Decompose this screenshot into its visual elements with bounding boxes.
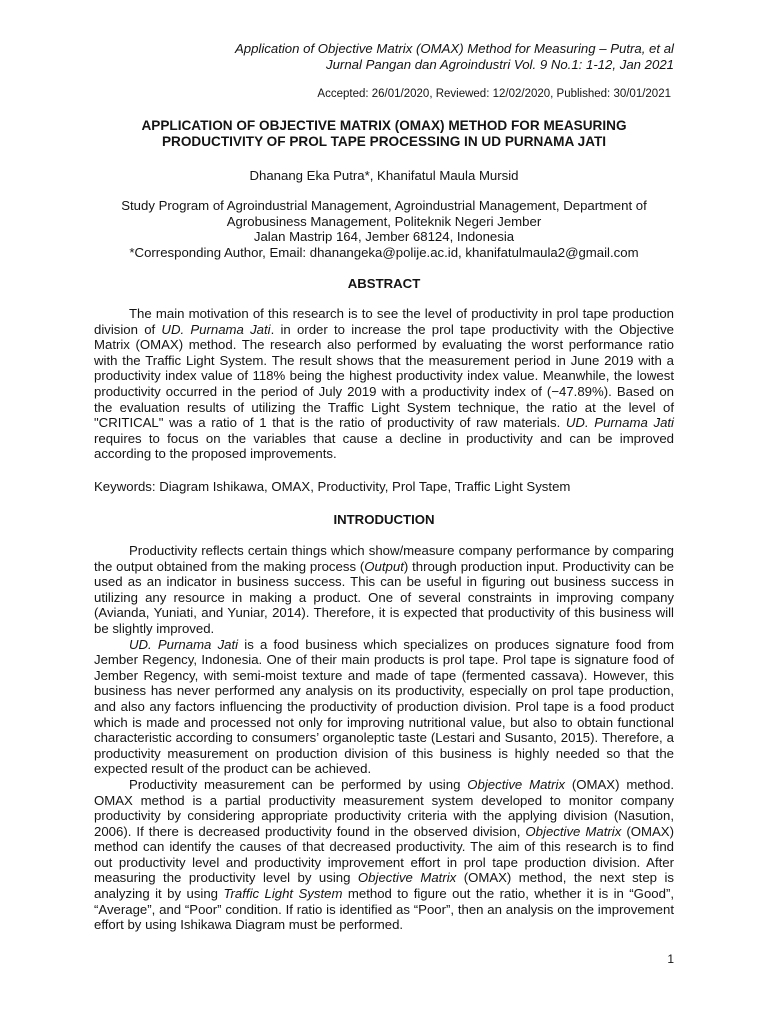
introduction-heading: INTRODUCTION (333, 512, 435, 527)
affiliation-line-3: Jalan Mastrip 164, Jember 68124, Indonesia (253, 229, 515, 245)
paper-title-line-2: PRODUCTIVITY OF PROL TAPE PROCESSING IN UD PURNAMA JATI (161, 134, 607, 149)
affiliation (60, 198, 708, 260)
introduction-paragraph-3: Productivity measurement can be performed by using Objective Matrix (OMAX) method. OMAX method is a partial productivity measurement system developed to monitor company productivity by considering appropriate productivity criteria with the applying division (Nasution, 2006). If there is decreased productivity found in the observed division, Objective Matrix (OMAX) method can identify the causes of that decreased productivity. The aim of this research is to find out productivity level and productivity improvement effort in prol tape production division. After measuring the productivity level by using Objective Matrix (OMAX) method, the next step is analyzing it by using Traffic Light System method to figure out the ratio, whether it is in “Good”, “Average”, and “Poor” condition. If ratio is identified as “Poor”, then an analysis on the improvement effort by using Ishikawa Diagram must be performed. (94, 776, 674, 933)
introduction-body (94, 543, 674, 933)
page-number: 1 (667, 952, 674, 966)
running-header-title: Application of Objective Matrix (OMAX) Method for Measuring – Putra, et al (234, 41, 674, 56)
accepted-dates: Accepted: 26/01/2020, Reviewed: 12/02/2020, Published: 30/01/2021 (317, 88, 671, 100)
authors: Dhanang Eka Putra*, Khanifatul Maula Mursid (249, 168, 519, 183)
abstract-paragraph: The main motivation of this research is to see the level of productivity in prol tape production division of UD. Purnama Jati. in order to increase the prol tape productivity with the Objective Matrix (OMAX) method. The research also performed by evaluating the worst performance ratio with the Traffic Light System. The result shows that the measurement period in June 2019 with a productivity index value of 118% being the highest productivity index value. Meanwhile, the lowest productivity occurred in the period of July 2019 with a productivity index of (−47.89%). Based on the evaluation results of utilizing the Traffic Light System technique, the ratio at the level of "CRITICAL" was a ratio of 1 that is the ratio of productivity of raw materials. UD. Purnama Jati requires to focus on the variables that cause a decline in productivity and can be improved according to the proposed improvements. (94, 306, 674, 462)
paper-title-line-1: APPLICATION OF OBJECTIVE MATRIX (OMAX) METHOD FOR MEASURING (141, 118, 627, 133)
running-header-journal: Jurnal Pangan dan Agroindustri Vol. 9 No.1: 1-12, Jan 2021 (326, 57, 674, 72)
corresponding-author: *Corresponding Author, Email: dhanangeka@polije.ac.id, khanifatulmaula2@gmail.com (129, 244, 639, 260)
abstract-heading: ABSTRACT (347, 276, 421, 291)
keywords: Keywords: Diagram Ishikawa, OMAX, Productivity, Prol Tape, Traffic Light System (94, 479, 571, 494)
abstract-body (94, 306, 674, 462)
introduction-paragraph-1: Productivity reflects certain things which show/measure company performance by comparing the output obtained from the making process (Output) through production input. Productivity can be used as an indicator in business success. This can be useful in figuring out business success in utilizing any resource in making a product. One of several constraints in improving company (Avianda, Yuniati, and Yuniar, 2014). Therefore, it is expected that productivity of this business will be slightly improved. (94, 543, 675, 636)
affiliation-line-1: Study Program of Agroindustrial Management, Agroindustrial Management, Department of (121, 198, 647, 213)
paper-title (94, 118, 674, 150)
introduction-paragraph-2: UD. Purnama Jati is a food business which specializes on produces signature food from Jember Regency, Indonesia. One of their main products is prol tape. Prol tape is signature food of Jember Regency, with semi-moist texture and made of tape (fermented cassava). However, this business has never performed any analysis on its productivity, especially on prol tape production, and also any factors influencing the productivity of production division. Prol tape is a food product which is made and processed not only for improving nutritional value, but also to obtain functional characteristic according to consumers’ organoleptic taste (Lestari and Susanto, 2015). Therefore, a productivity measurement on production division of this business is highly needed so that the expected result of the product can be achieved. (94, 636, 674, 777)
affiliation-line-2: Agrobusiness Management, Politeknik Negeri Jember (226, 213, 542, 229)
